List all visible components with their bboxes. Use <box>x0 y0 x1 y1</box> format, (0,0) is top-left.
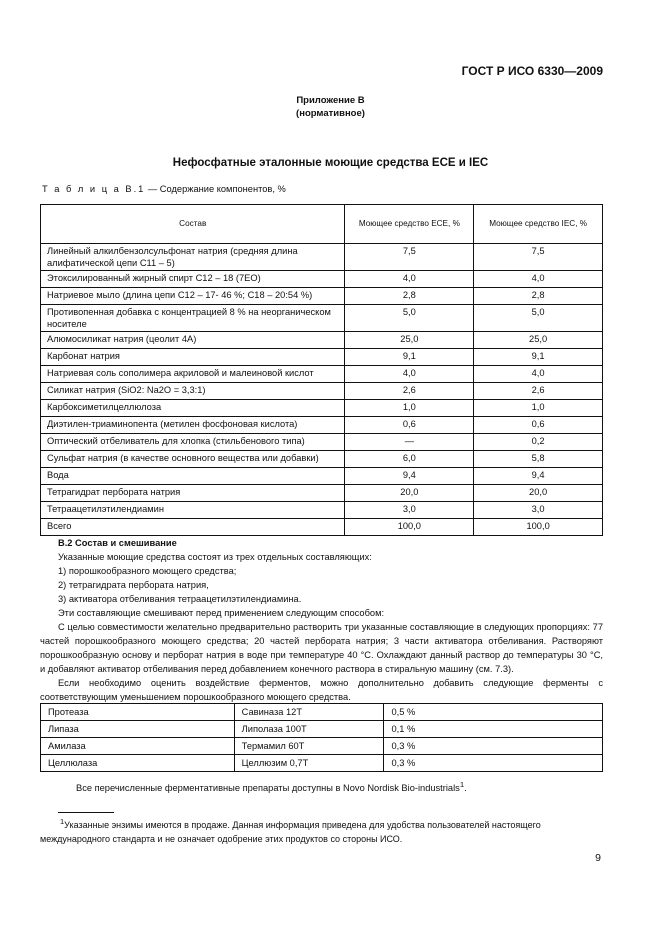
table-row <box>41 332 603 349</box>
cell-enzyme: Амилаза <box>41 738 235 755</box>
cell-composition: Натриевая соль сополимера акриловой и малеиновой кислот <box>41 366 345 383</box>
caption-text: — Содержание компонентов, % <box>145 184 286 194</box>
list-item: 3) активатора отбеливания тетраацетилэтилендиамина. <box>58 594 302 604</box>
cell-composition: Алюмосиликат натрия (цеолит 4A) <box>41 332 345 349</box>
annex-heading <box>0 94 661 120</box>
cell-iec: 2,6 <box>474 383 603 400</box>
cell-enzyme: Протеаза <box>41 704 235 721</box>
table-row <box>41 383 603 400</box>
standard-number: ГОСТ Р ИСО 6330—2009 <box>461 64 603 78</box>
table-row <box>41 468 603 485</box>
cell-composition: Тетраацетилэтилендиамин <box>41 502 345 519</box>
cell-ece: 4,0 <box>345 271 474 288</box>
cell-product: Липолаза 100T <box>234 721 384 738</box>
cell-iec: 3,0 <box>474 502 603 519</box>
table-row <box>41 417 603 434</box>
cell-iec: 4,0 <box>474 366 603 383</box>
header-composition: Состав <box>41 205 345 244</box>
cell-ece: 5,0 <box>345 305 474 332</box>
table-row <box>41 519 603 536</box>
section-b2 <box>40 536 603 704</box>
table-row <box>41 755 603 772</box>
paragraph: С целью совместимости желательно предварительно растворить три указанные составляющие в следующих пропорциях: 77 частей порошкообразного моющего средства; 20 частей пербората натрия; 3 части активатора отбеливания. Растворяют порошкообразную основу и перборат натрия в воде при температуре 40 °C. Охлаждают данный раствор до температуры 30 °C, и добавляют активатор отбеливания перед добавлением конечного раствора в стиральную машину (см. 7.3). <box>40 622 603 674</box>
table-row <box>41 366 603 383</box>
table-row <box>41 400 603 417</box>
cell-iec: 9,4 <box>474 468 603 485</box>
cell-composition: Линейный алкилбензолсульфонат натрия (средняя длина алифатической цепи C11 – 5) <box>41 244 345 271</box>
list-item: 2) тетрагидрата пербората натрия, <box>58 580 209 590</box>
cell-ece: 6,0 <box>345 451 474 468</box>
section-title: В.2 Состав и смешивание <box>58 538 177 548</box>
cell-ece: 9,4 <box>345 468 474 485</box>
cell-iec: 7,5 <box>474 244 603 271</box>
table-row <box>41 485 603 502</box>
cell-iec: 2,8 <box>474 288 603 305</box>
paragraph: Если необходимо оценить воздействие ферментов, можно дополнительно добавить следующие ферменты с соответствующим уменьшением порошкообразного моющего средства. <box>40 678 603 702</box>
cell-ece: 0,6 <box>345 417 474 434</box>
cell-product: Целлюзим 0,7T <box>234 755 384 772</box>
cell-product: Савиназа 12T <box>234 704 384 721</box>
footnote-text: Указанные энзимы имеются в продаже. Данная информация приведена для удобства пользователей настоящего международного стандарта и не означает одобрение этих продуктов со стороны ИСО. <box>40 820 541 844</box>
cell-composition: Оптический отбеливатель для хлопка (стильбенового типа) <box>41 434 345 451</box>
table-row <box>41 288 603 305</box>
table-row <box>41 349 603 366</box>
header-ece: Моющее средство ECE, % <box>345 205 474 244</box>
cell-composition: Натриевое мыло (длина цепи C12 – 17- 46 %; C18 – 20:54 %) <box>41 288 345 305</box>
footnote-divider <box>58 812 114 813</box>
cell-amount: 0,3 % <box>384 738 603 755</box>
cell-ece: 4,0 <box>345 366 474 383</box>
cell-iec: 5,8 <box>474 451 603 468</box>
enzymes-note: Все перечисленные ферментативные препараты доступны в Novo Nordisk Bio-industrials$^1$. <box>76 780 467 794</box>
table-row <box>41 502 603 519</box>
paragraph: Указанные моющие средства состоят из трех отдельных составляющих: <box>58 552 372 562</box>
cell-iec: 0,2 <box>474 434 603 451</box>
cell-ece: 7,5 <box>345 244 474 271</box>
cell-enzyme: Липаза <box>41 721 235 738</box>
page-title: Нефосфатные эталонные моющие средства ECE и IEC <box>172 157 489 169</box>
page-number: 9 <box>595 852 601 864</box>
cell-enzyme: Целлюлаза <box>41 755 235 772</box>
cell-iec: 4,0 <box>474 271 603 288</box>
cell-product: Термамил 60T <box>234 738 384 755</box>
table-row <box>41 305 603 332</box>
annex-title: Приложение В <box>296 95 365 106</box>
table-row <box>41 434 603 451</box>
cell-composition: Вода <box>41 468 345 485</box>
footnote-mark: 1 <box>60 817 65 826</box>
table-header-row <box>41 205 603 244</box>
header-iec: Моющее средство IEC, % <box>474 205 603 244</box>
cell-composition: Сульфат натрия (в качестве основного вещества или добавки) <box>41 451 345 468</box>
annex-type: (нормативное) <box>296 108 365 119</box>
cell-composition: Тетрагидрат пербората натрия <box>41 485 345 502</box>
cell-iec: 1,0 <box>474 400 603 417</box>
cell-composition: Противопенная добавка с концентрацией 8 % на неорганическом носителе <box>41 305 345 332</box>
cell-amount: 0,1 % <box>384 721 603 738</box>
table-row <box>41 704 603 721</box>
cell-iec: 9,1 <box>474 349 603 366</box>
cell-ece: 20,0 <box>345 485 474 502</box>
cell-iec: 25,0 <box>474 332 603 349</box>
cell-ece: 2,6 <box>345 383 474 400</box>
cell-ece: 3,0 <box>345 502 474 519</box>
footnote <box>40 815 603 846</box>
table-row <box>41 738 603 755</box>
list-item: 1) порошкообразного моющего средства; <box>58 566 237 576</box>
cell-ece: 100,0 <box>345 519 474 536</box>
cell-composition: Карбонат натрия <box>41 349 345 366</box>
caption-prefix: Т а б л и ц а В.1 <box>42 184 146 194</box>
cell-composition: Всего <box>41 519 345 536</box>
cell-iec: 0,6 <box>474 417 603 434</box>
cell-ece: — <box>345 434 474 451</box>
footnote-ref: 1 <box>459 780 465 789</box>
table-row <box>41 451 603 468</box>
cell-composition: Карбоксиметилцеллюлоза <box>41 400 345 417</box>
note-text: Все перечисленные ферментативные препараты доступны в Novo Nordisk Bio-industrials <box>76 783 460 794</box>
cell-composition: Диэтилен-триаминопента (метилен фосфоновая кислота) <box>41 417 345 434</box>
cell-ece: 25,0 <box>345 332 474 349</box>
cell-ece: 9,1 <box>345 349 474 366</box>
table-caption <box>42 184 286 194</box>
cell-iec: 5,0 <box>474 305 603 332</box>
cell-iec: 20,0 <box>474 485 603 502</box>
cell-iec: 100,0 <box>474 519 603 536</box>
cell-composition: Этоксилированный жирный спирт C12 – 18 (7EO) <box>41 271 345 288</box>
cell-composition: Силикат натрия (SiO2: Na2O = 3,3:1) <box>41 383 345 400</box>
paragraph: Эти составляющие смешивают перед применением следующим способом: <box>58 608 385 618</box>
cell-amount: 0,5 % <box>384 704 603 721</box>
table-row <box>41 244 603 271</box>
cell-amount: 0,3 % <box>384 755 603 772</box>
cell-ece: 2,8 <box>345 288 474 305</box>
enzymes-table <box>40 703 603 772</box>
components-table <box>40 204 603 536</box>
cell-ece: 1,0 <box>345 400 474 417</box>
table-row <box>41 271 603 288</box>
table-row <box>41 721 603 738</box>
